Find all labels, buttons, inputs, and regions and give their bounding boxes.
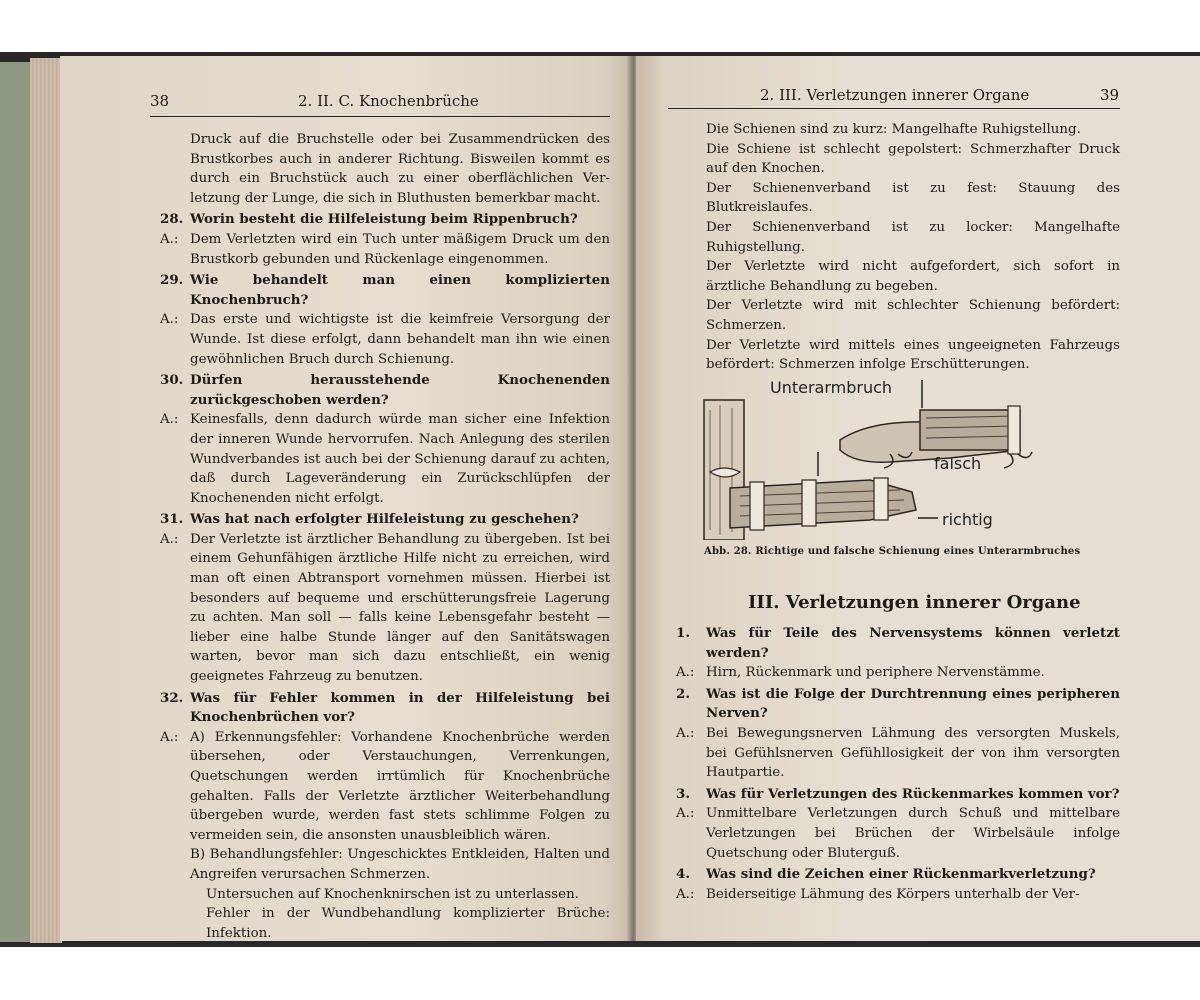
- answer-32-part-b: B) Behandlungsfehler: Ungeschicktes Entkleiden, Halten und Angreifen verursachen Schmerzen.: [190, 847, 610, 882]
- error-list-item: Der Schienenverband ist zu fest: Stauung des Blutkreislaufes.: [706, 180, 1120, 216]
- error-list-item: Der Schienenverband ist zu locker: Mangelhafte Ruhigstellung.: [706, 219, 1120, 255]
- answer-31: A.: Der Verletzte ist ärztlicher Behandlung zu übergeben. Ist bei einem Gehunfähigen ärztliche Hilfe nicht zu erreichen, wird man oft einen Abtransport vornehmen müssen. Hierbei ist besonders auf bequeme und erschütterungsfreie Lagerung zu achten. Man soll — falls keine Lebensgefahr besteht — lieber eine halbe Stunde länger auf den Sanitätswagen warten, bevor man sich dazu entschließt, ein wenig geeignetes Fahrzeug zu benutzen.: [160, 531, 610, 685]
- right-page-number: 39: [1100, 86, 1120, 104]
- left-column: [160, 130, 610, 943]
- right-header-rule: [668, 108, 1120, 109]
- right-page-header: 2. III. Verletzungen innerer Organe: [760, 86, 1030, 104]
- question-32: 32. Was für Fehler kommen in der Hilfeleistung bei Knochenbrüchen vor?: [160, 689, 610, 726]
- question-3: 3. Was für Verletzungen des Rückenmarkes kommen vor?: [676, 785, 1120, 802]
- question-2: 2. Was ist die Folge der Durchtrennung eines peripheren Nerven?: [676, 685, 1120, 722]
- right-list: [676, 120, 1120, 375]
- answer-32-part-c: Untersuchen auf Knochenknirschen ist zu unterlassen.: [206, 886, 579, 902]
- error-list-item: Der Verletzte wird mit schlechter Schienung befördert: Schmerzen.: [706, 298, 1120, 333]
- question-1: 1. Was für Teile des Nervensystems können verletzt werden?: [676, 625, 1120, 661]
- question-29: 29. Wie behandelt man einen komplizierten Knochenbruch?: [160, 272, 610, 308]
- error-list-item: Die Schienen sind zu kurz: Mangelhafte Ruhigstellung.: [706, 122, 1081, 137]
- answer-4: A.: Beiderseitige Lähmung des Körpers unterhalb der Ver-: [676, 886, 1080, 902]
- error-list-item: Der Verletzte wird mittels eines ungeeigneten Fahrzeugs befördert: Schmerzen infolge Erschütterungen.: [706, 337, 1120, 373]
- figure-label-richtig: richtig: [942, 510, 993, 529]
- figure-caption: Abb. 28. Richtige und falsche Schienung eines Unterarmbruches: [704, 546, 1081, 557]
- error-list-item: Der Verletzte wird nicht aufgefordert, sich sofort in ärztliche Behandlung zu begeben.: [706, 259, 1120, 294]
- question-30: 30. Dürfen herausstehende Knochenenden zurückgeschoben werden?: [160, 372, 610, 408]
- section-title: III. Verletzungen innerer Organe: [748, 592, 1081, 613]
- splint-illustration: [690, 380, 1090, 540]
- left-page-number: 38: [150, 92, 170, 110]
- answer-2: A.: Bei Bewegungsnerven Lähmung des versorgten Muskels, bei Gefühlsnerven Gefühllosigkeit der von ihm versorgten Hautpartie.: [676, 725, 1120, 781]
- answer-1: A.: Hirn, Rückenmark und periphere Nervenstämme.: [676, 665, 1045, 681]
- answer-3: A.: Unmittelbare Verletzungen durch Schuß und mittelbare Verletzungen bei Brüchen der Wirbelsäule infolge Quetschung oder Bluterguß.: [676, 806, 1120, 861]
- error-list-item: Die Schiene ist schlecht gepolstert: Schmerzhafter Druck auf den Knochen.: [706, 141, 1120, 177]
- question-31: 31. Was hat nach erfolgter Hilfeleistung zu geschehen?: [160, 511, 579, 528]
- figure-label-falsch: falsch: [934, 454, 982, 473]
- answer-28: A.: Dem Verletzten wird ein Tuch unter mäßigem Druck um den Brustkorb gebunden und Rückenlage eingenommen.: [160, 231, 610, 267]
- right-column-questions: [676, 622, 1120, 904]
- question-4: 4. Was sind die Zeichen einer Rückenmarkverletzung?: [676, 866, 1096, 883]
- book-cover-edge: [0, 62, 32, 942]
- figure-label-top: Unterarmbruch: [770, 378, 893, 397]
- answer-32-part-d: Fehler in der Wundbehandlung komplizierter Brüche: Infektion.: [206, 906, 610, 941]
- question-28: 28. Worin besteht die Hilfeleistung beim Rippenbruch?: [160, 211, 578, 228]
- answer-29: A.: Das erste und wichtigste ist die keimfreie Versorgung der Wunde. Ist diese erfolgt, dann behandelt man ihn wie einen gewöhnlichen Bruch durch Schienung.: [160, 312, 610, 367]
- answer-30: A.: Keinesfalls, denn dadurch würde man sicher eine Infektion der inneren Wunde hervorrufen. Nach Anlegung des sterilen Wundverbandes ist auch bei der Schienung darauf zu achten, daß durch Lageveränderung ein Zurückschlüpfen der Knochenenden nicht erfolgt.: [160, 412, 610, 506]
- page-edges: [30, 58, 62, 943]
- left-header-rule: [150, 116, 610, 117]
- answer-32: A.: A) Erkennungsfehler: Vorhandene Knochenbrüche werden übersehen, oder Verstauchungen, Verrenkungen, Quetschungen werden irrtümlich für Knochenbrüche gehalten. Falls der Verletzte ärztlicher Weiterbehandlung übergeben wurde, werden fast stets schlimme Folgen zu vermeiden sein, die ansonsten unausbleiblich wären.: [160, 729, 610, 843]
- left-page-header: 2. II. C. Knochenbrüche: [298, 92, 479, 110]
- continuation-text: Druck auf die Bruchstelle oder bei Zusammendrücken des Brustkorbes auch in anderer Richtung. Bisweilen kommt es durch ein Bruchstück auch zu einer oberflächlichen Ver- letzung der Lunge, die sich in Bluthusten bemerkbar macht.: [190, 132, 610, 206]
